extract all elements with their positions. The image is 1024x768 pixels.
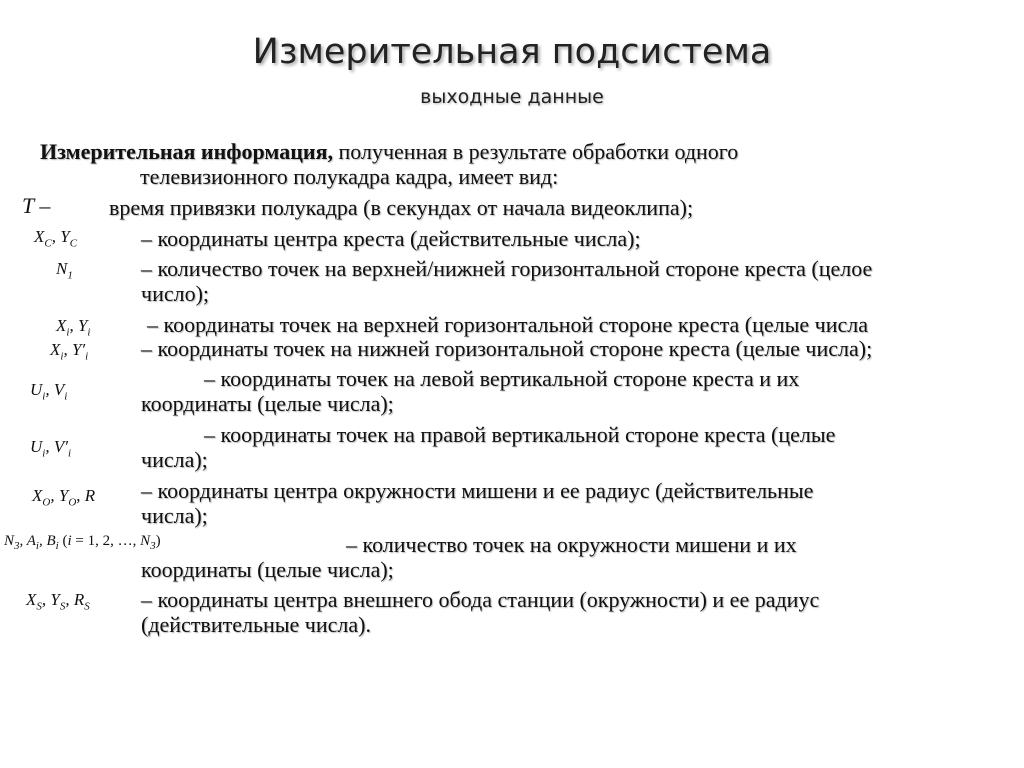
item-text-target-points-line1: – количество точек на окружности мишени и их <box>346 532 797 557</box>
symbol-xi-yi: $X_i$, $Y_i$ <box>56 316 91 339</box>
item-text-top-side: – координаты точек на верхней горизонтальной стороне креста (целые числа <box>147 312 869 337</box>
symbol-n3-ai-bi: $N_3$, $A_i$, $B_i$ (i = 1, 2, …, $N_3$) <box>4 533 161 552</box>
symbol-n1: $N_1$ <box>56 259 73 282</box>
item-text-target-points-line2: координаты (целые числа); <box>141 557 394 582</box>
symbol-xc-yc: $X_C$, $Y_C$ <box>34 227 78 250</box>
slide-subtitle: выходные данные <box>420 86 604 108</box>
intro-line-2: телевизионного полукадра кадра, имеет вид: <box>140 164 559 189</box>
symbol-xs-ys-rs: $X_S$, $Y_S$, $R_S$ <box>26 590 90 613</box>
symbol-ui-vi: $U_i$, $V_i$ <box>30 380 68 403</box>
item-text-bottom-side: – координаты точек на нижней горизонтальной стороне креста (целые числа); <box>141 336 873 361</box>
symbol-xi-yi-prime: $X_i$, $Y'_i$ <box>50 340 89 363</box>
symbol-ui-vi-prime: $U_i$, $V'_i$ <box>30 437 72 460</box>
symbol-t: T – <box>22 193 51 218</box>
item-text-cross-center: – координаты центра креста (действительные числа); <box>141 226 641 251</box>
item-text-target-line1: – координаты центра окружности мишени и ее радиус (действительные <box>141 478 814 503</box>
item-text-left-side-line2: координаты (целые числа); <box>141 391 394 416</box>
item-text-target-line2: числа); <box>141 503 208 528</box>
intro-bold-term: Измерительная информация, <box>40 139 333 164</box>
item-text-right-side-line1: – координаты точек на правой вертикальной стороне креста (целые <box>204 422 836 447</box>
slide-title: Измерительная подсистема <box>252 32 772 72</box>
item-text-time: время привязки полукадра (в секундах от начала видеоклипа); <box>109 195 694 220</box>
symbol-xo-yo-r: $X_O$, $Y_O$, R <box>32 486 96 509</box>
item-text-n1-line1: – количество точек на верхней/нижней горизонтальной стороне креста (целое <box>141 256 873 281</box>
item-text-station-line1: – координаты центра внешнего обода станции (окружности) и ее радиус <box>141 587 820 612</box>
item-text-station-line2: (действительные числа). <box>141 612 371 637</box>
intro-text-1: полученная в результате обработки одного <box>333 139 739 164</box>
item-text-n1-line2: число); <box>141 281 210 306</box>
item-text-right-side-line2: числа); <box>141 447 208 472</box>
item-text-left-side-line1: – координаты точек на левой вертикальной стороне креста и их <box>204 366 800 391</box>
intro-line-1 <box>40 139 738 164</box>
